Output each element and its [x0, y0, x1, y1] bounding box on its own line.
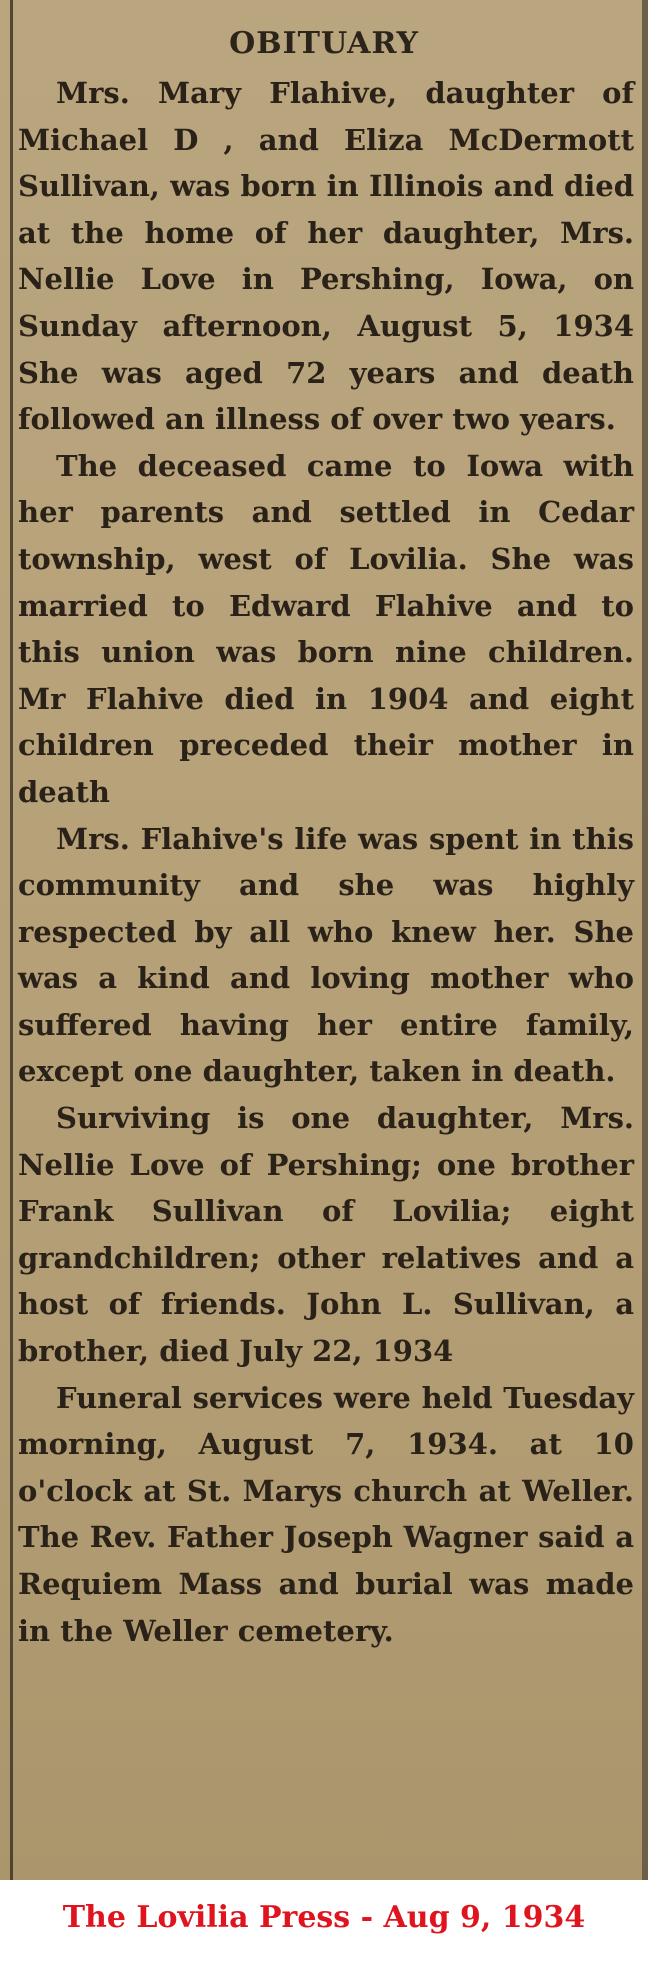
paragraph-2: The deceased came to Iowa with her parents and settled in Cedar township, west of Lovilia. She was married to Edward Flahive and to this union was born nine children. Mr Flahive died in 1904 and eight children preceded their mother in death [18, 448, 634, 809]
obituary-body [18, 70, 634, 1654]
column-rule-right [642, 0, 648, 1880]
paragraph-1: Mrs. Mary Flahive, daughter of Michael D , and Eliza McDermott Sullivan, was born in Illinois and died at the home of her daughter, Mrs. Nellie Love in Pershing, Iowa, on Sunday afternoon, August 5, 1934 She was aged 72 years and death followed an illness of over two years. [18, 76, 634, 437]
paragraph-5: Funeral services were held Tuesday morning, August 7, 1934. at 10 o'clock at St. Marys church at Weller. The Rev. Father Joseph Wagner said a Requiem Mass and burial was made in the Weller cemetery. [18, 1380, 634, 1648]
obituary-heading: OBITUARY [229, 26, 419, 61]
paragraph-3: Mrs. Flahive's life was spent in this community and she was highly respected by all who knew her. She was a kind and loving mother who suffered having her entire family, except one daughter, taken in death. [18, 821, 634, 1089]
source-caption: The Lovilia Press - Aug 9, 1934 [62, 1900, 586, 1935]
paragraph-4: Surviving is one daughter, Mrs. Nellie Love of Pershing; one brother Frank Sullivan of Lovilia; eight grandchildren; other relatives and a host of friends. John L. Sullivan, a brother, died July 22, 1934 [18, 1101, 634, 1369]
column-rule-left [10, 0, 13, 1880]
